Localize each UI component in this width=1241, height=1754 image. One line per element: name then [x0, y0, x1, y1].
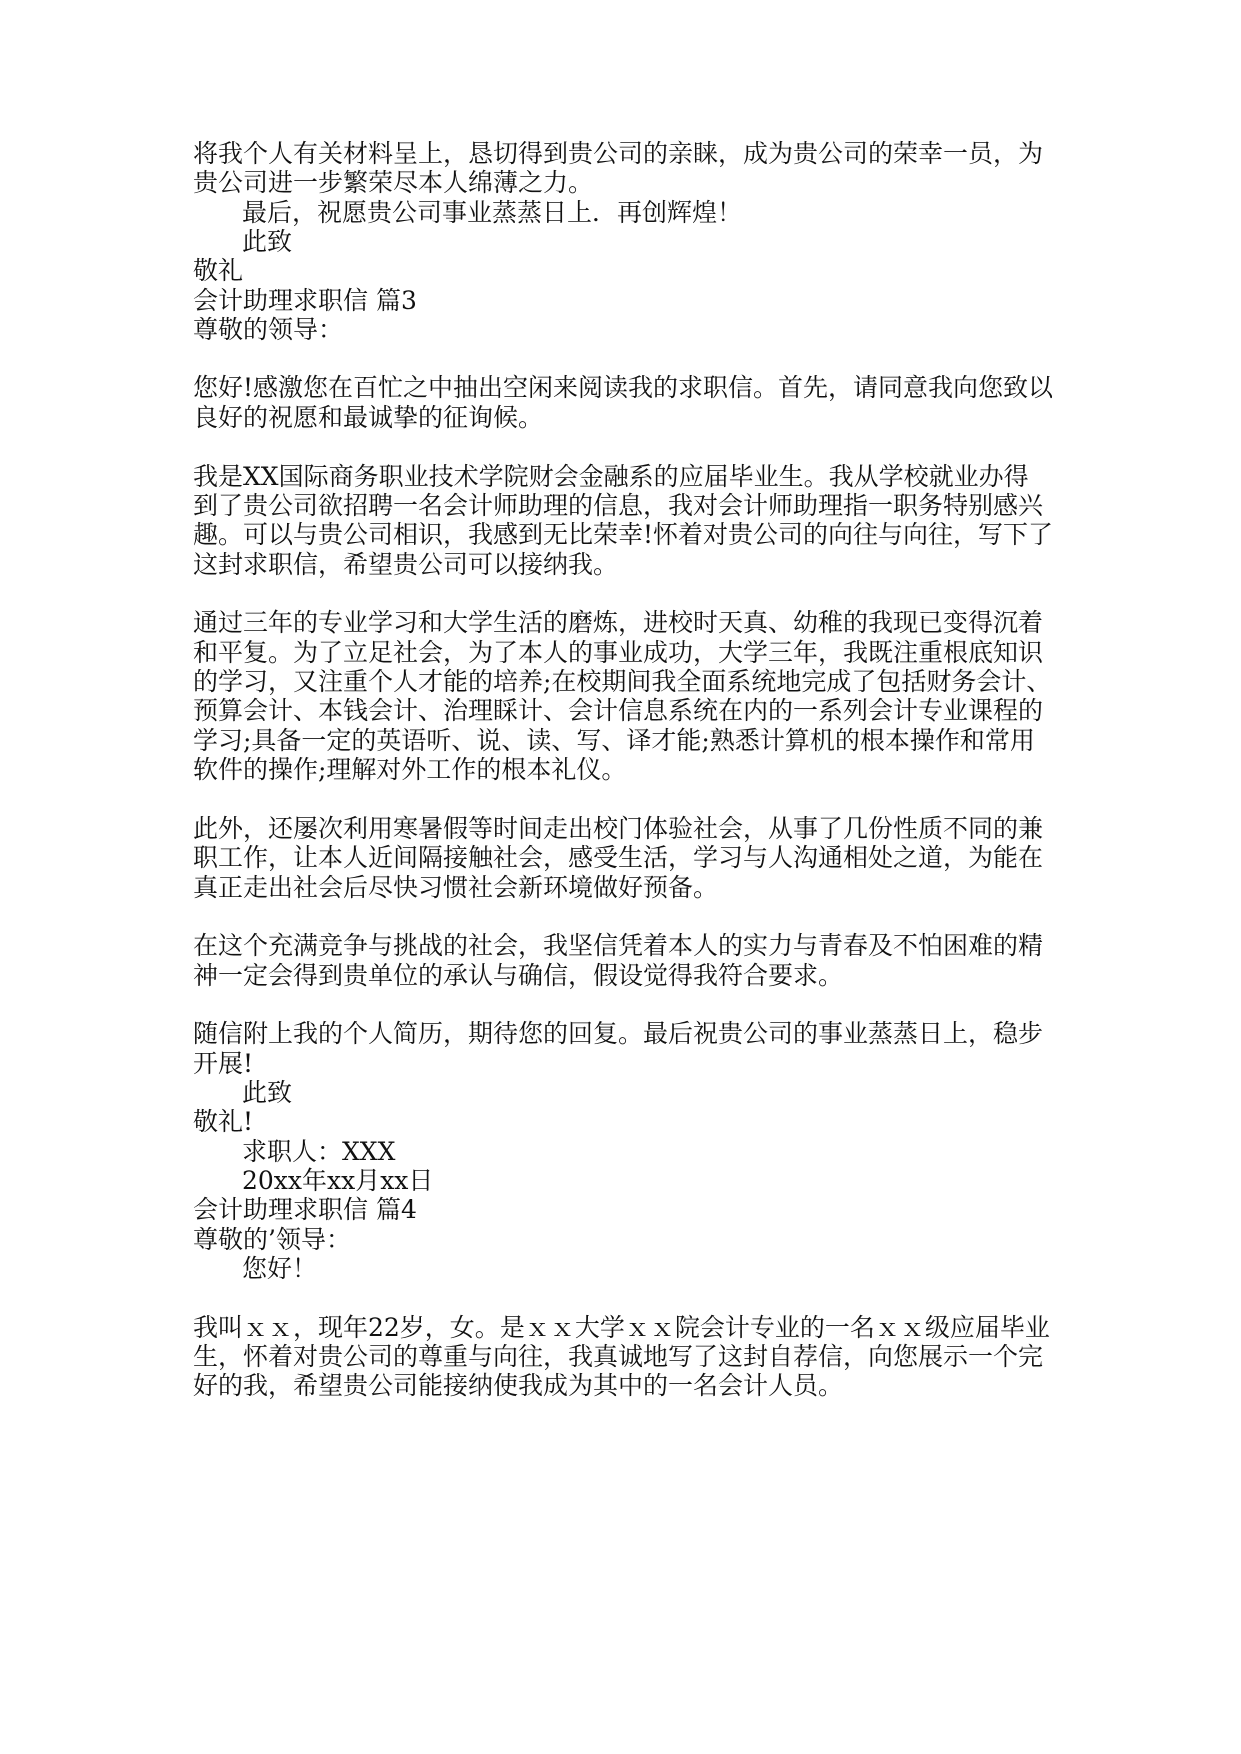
text-line: 在这个充满竞争与挑战的社会，我坚信凭着本人的实力与青春及不怕困难的精: [193, 931, 1044, 960]
signature-line: 求职人：XXX: [242, 1137, 396, 1166]
text-line: 良好的祝愿和最诚挚的征询候。: [193, 403, 544, 432]
text-line: 敬礼: [193, 256, 244, 285]
section-heading: 会计助理求职信 篇3: [193, 286, 417, 315]
text-line: 贵公司进一步繁荣尽本人绵薄之力。: [193, 168, 594, 197]
text-line: 趣。可以与贵公司相识，我感到无比荣幸!怀着对贵公司的向往与向往，写下了: [193, 520, 1054, 549]
text-line: 将我个人有关材料呈上，恳切得到贵公司的亲睐，成为贵公司的荣幸一员，为: [193, 139, 1044, 168]
text-line: 通过三年的专业学习和大学生活的磨炼，进校时天真、幼稚的我现已变得沉着: [193, 608, 1044, 637]
text-line: 这封求职信，希望贵公司可以接纳我。: [193, 550, 619, 579]
section-heading: 会计助理求职信 篇4: [193, 1195, 417, 1224]
text-line: 我叫ｘｘ，现年22岁，女。是ｘｘ大学ｘｘ院会计专业的一名ｘｘ级应届毕业: [193, 1313, 1050, 1342]
text-line: 敬礼!: [193, 1107, 254, 1136]
text-line: 职工作，让本人近间隔接触社会，感受生活，学习与人沟通相处之道，为能在: [193, 843, 1044, 872]
text-line: 您好!感激您在百忙之中抽出空闲来阅读我的求职信。首先，请同意我向您致以: [193, 373, 1054, 402]
text-line: 随信附上我的个人简历，期待您的回复。最后祝贵公司的事业蒸蒸日上，稳步: [193, 1019, 1044, 1048]
text-line: 生，怀着对贵公司的尊重与向往，我真诚地写了这封自荐信，向您展示一个完: [193, 1342, 1044, 1371]
text-line: 最后，祝愿贵公司事业蒸蒸日上．再创辉煌！: [242, 198, 743, 227]
text-line: 到了贵公司欲招聘一名会计师助理的信息，我对会计师助理指一职务特别感兴: [193, 491, 1044, 520]
greeting: 您好！: [242, 1254, 318, 1283]
text-line: 开展!: [193, 1049, 254, 1078]
text-line: 和平复。为了立足社会，为了本人的事业成功，大学三年，我既注重根底知识: [193, 638, 1044, 667]
text-line: 此外，还屡次利用寒暑假等时间走出校门体验社会，从事了几份性质不同的兼: [193, 814, 1044, 843]
text-line: 神一定会得到贵单位的承认与确信，假设觉得我符合要求。: [193, 961, 844, 990]
text-line: 软件的操作;理解对外工作的根本礼仪。: [193, 755, 627, 784]
text-line: 我是XX国际商务职业技术学院财会金融系的应届毕业生。我从学校就业办得: [193, 462, 1029, 491]
text-line: 好的我，希望贵公司能接纳使我成为其中的一名会计人员。: [193, 1371, 844, 1400]
text-line: 预算会计、本钱会计、治理睬计、会计信息系统在内的一系列会计专业课程的: [193, 696, 1044, 725]
text-line: 真正走出社会后尽快习惯社会新环境做好预备。: [193, 873, 719, 902]
text-line: 此致: [242, 1078, 293, 1107]
salutation: 尊敬的’领导：: [193, 1225, 351, 1254]
text-line: 的学习，又注重个人才能的培养;在校期间我全面系统地完成了包括财务会计、: [193, 667, 1052, 696]
text-line: 学习;具备一定的英语听、说、读、写、译才能;熟悉计算机的根本操作和常用: [193, 726, 1035, 755]
date-line: 20xx年xx月xx日: [242, 1166, 434, 1195]
salutation: 尊敬的领导：: [193, 315, 344, 344]
text-line: 此致: [242, 227, 293, 256]
